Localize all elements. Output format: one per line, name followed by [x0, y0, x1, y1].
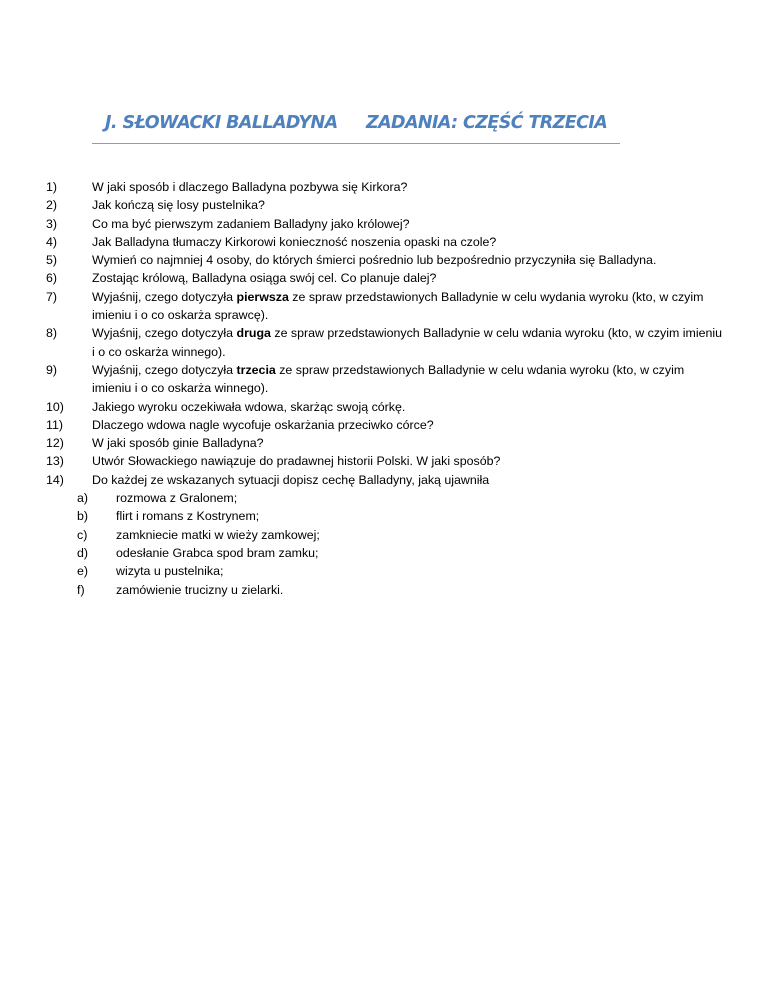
situation-letter: a) [77, 491, 89, 506]
situation-letter: d) [77, 545, 89, 560]
situation-text: zamówienie trucizny u zielarki. [116, 582, 284, 597]
question-number: 2) [46, 198, 58, 213]
question-text: W jaki sposób ginie Balladyna? [92, 436, 264, 451]
question-text-end: ze spraw przedstawionych Balladynie w celu wydania wyroku (kto, w czyim imieniu i o co oskarża sprawcę). [92, 289, 704, 323]
question-item [46, 416, 726, 434]
situation-text: rozmowa z Gralonem; [116, 491, 238, 506]
question-number: 8) [46, 326, 58, 341]
question-item [46, 233, 726, 251]
question-emphasis: trzecia [236, 362, 276, 377]
author-title: J. SŁOWACKI BALLADYNA [105, 113, 338, 133]
situation-text: flirt i romans z Kostrynem; [116, 509, 260, 524]
question-text: Jak Balladyna tłumaczy Kirkorowi konieczność noszenia opaski na czole? [92, 234, 497, 249]
question-text: Jak kończą się losy pustelnika? [92, 198, 265, 213]
situation-item [77, 581, 726, 599]
situation-letter: b) [77, 509, 89, 524]
question-item [46, 196, 726, 214]
question-text: Dlaczego wdowa nagle wycofuje oskarżania przeciwko córce? [92, 417, 434, 432]
document-header [105, 113, 620, 145]
question-number: 11) [46, 417, 63, 432]
question-number: 1) [46, 180, 58, 194]
question-text: Wymień co najmniej 4 osoby, do których śmierci pośrednio lub bezpośrednio przyczyniła się Balladyna. [92, 253, 657, 268]
situation-letter: e) [77, 564, 89, 579]
question-number: 10) [46, 399, 64, 414]
question-text: Zostając królową, Balladyna osiąga swój cel. Co planuje dalej? [92, 271, 437, 286]
question-list [46, 178, 726, 599]
question-emphasis: druga [236, 326, 271, 341]
header-divider [92, 143, 620, 144]
question-item [46, 288, 726, 325]
question-text-start: Wyjaśnij, czego dotyczyła [92, 289, 237, 304]
situation-item [77, 544, 726, 562]
section-title: ZADANIA: CZĘŚĆ TRZECIA [366, 113, 608, 133]
question-text-end: ze spraw przedstawionych Balladynie w celu wdania wyroku (kto, w czyim imieniu i o co oskarża winnego). [92, 326, 722, 359]
question-number: 13) [46, 454, 64, 469]
question-item [46, 452, 726, 470]
situation-item [77, 489, 726, 507]
question-text-start: Wyjaśnij, czego dotyczyła [92, 326, 237, 341]
question-text: W jaki sposób i dlaczego Balladyna pozbywa się Kirkora? [92, 180, 408, 194]
question-number: 9) [46, 362, 58, 377]
question-text-end: ze spraw przedstawionych Balladynie w celu wdania wyroku (kto, w czyim imieniu i o co oskarża winnego). [92, 362, 685, 396]
question-emphasis: pierwsza [236, 289, 289, 304]
question-number: 4) [46, 234, 58, 249]
situation-list [77, 489, 726, 599]
question-number: 14) [46, 472, 64, 487]
question-item [46, 251, 726, 269]
situation-text: zamkniecie matki w wieży zamkowej; [116, 527, 320, 542]
situation-item [77, 562, 726, 580]
situation-letter: f) [77, 582, 85, 597]
situation-letter: c) [77, 527, 88, 542]
question-item [46, 324, 726, 361]
question-text: Co ma być pierwszym zadaniem Balladyny jako królowej? [92, 216, 410, 231]
situation-item [77, 507, 726, 525]
question-item [46, 398, 726, 416]
question-item [46, 269, 726, 287]
question-number: 7) [46, 289, 58, 304]
question-text: Do każdej ze wskazanych sytuacji dopisz cechę Balladyny, jaką ujawniła [92, 472, 490, 487]
situation-text: wizyta u pustelnika; [116, 564, 224, 579]
question-number: 12) [46, 436, 64, 451]
question-number: 5) [46, 253, 58, 268]
question-item [46, 178, 726, 196]
situation-item [77, 526, 726, 544]
question-item [46, 361, 726, 398]
question-item [46, 434, 726, 452]
question-number: 6) [46, 271, 58, 286]
question-item [46, 215, 726, 233]
situation-text: odesłanie Grabca spod bram zamku; [116, 545, 319, 560]
question-item [46, 471, 726, 599]
question-number: 3) [46, 216, 58, 231]
question-text-start: Wyjaśnij, czego dotyczyła [92, 362, 237, 377]
question-text: Utwór Słowackiego nawiązuje do pradawnej historii Polski. W jaki sposób? [92, 454, 501, 469]
question-text: Jakiego wyroku oczekiwała wdowa, skarżąc swoją córkę. [92, 399, 406, 414]
